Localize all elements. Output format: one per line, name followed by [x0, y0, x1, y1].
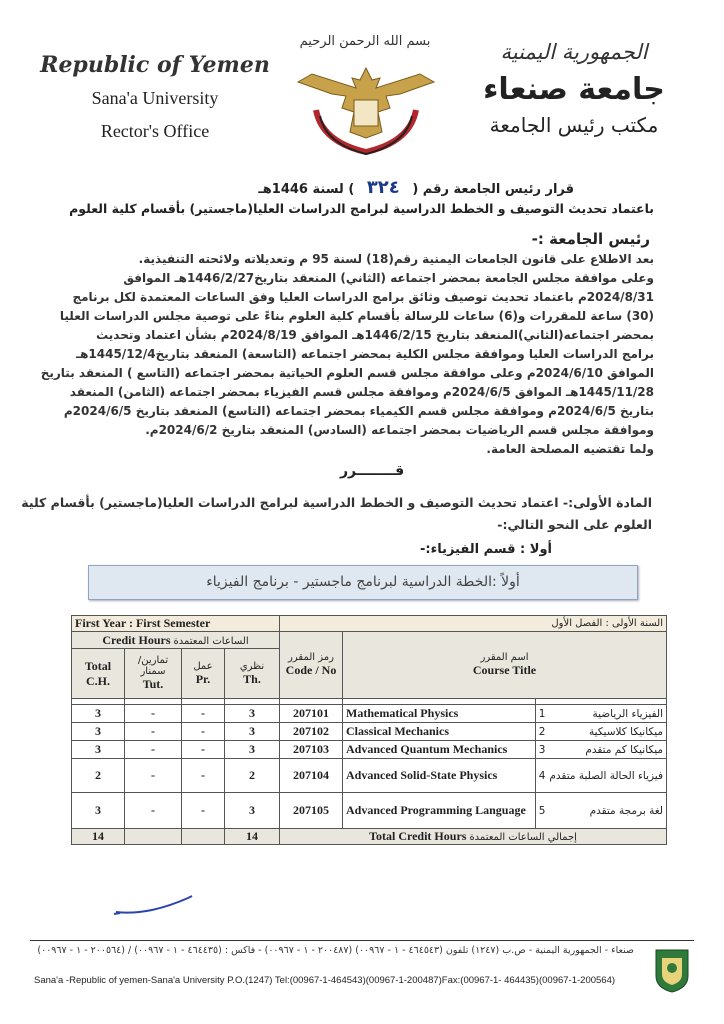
- row-index: 2: [538, 725, 546, 738]
- row-title: Advanced Programming Language: [343, 793, 536, 829]
- decision-heading: قــــــــرر: [340, 463, 405, 479]
- row-index: 5: [538, 804, 546, 817]
- president-heading: رئيس الجامعة :-: [531, 230, 650, 248]
- footer-address-en: Sana'a -Republic of yemen-Sana'a University P.O.(1247) Tel:(00967-1-464543)(00967-1-200487)Fax:(00967-1- 464435)(00967-1-200564): [34, 975, 616, 986]
- physics-dept-heading: أولا : قسم الفيزياء:-: [419, 542, 552, 557]
- row-title-ar-text: الفيزياء الرياضية: [592, 707, 663, 720]
- row-pr: -: [182, 759, 225, 793]
- row-index: 4: [538, 769, 546, 782]
- row-code: 207101: [280, 705, 343, 723]
- tut-header-ar: تمارين/ سمنار: [137, 655, 169, 677]
- body-line: 2024/8/31م باعتماد تحديث توصيف وثائق برامج الدراسات العليا وفق الساعات المعتمدة لكل برنامج: [72, 290, 654, 304]
- row-title-ar-text: فيزياء الحالة الصلبة متقدم: [549, 769, 663, 782]
- total-row: [72, 829, 667, 845]
- total-value: 14: [72, 829, 125, 845]
- row-pr: -: [182, 705, 225, 723]
- total-label: [280, 829, 667, 845]
- credit-hours-header: [72, 632, 280, 649]
- semester-ar: السنة الأولى : الفصل الأول: [280, 616, 667, 632]
- row-tut: -: [125, 759, 182, 793]
- row-title-ar: [535, 723, 666, 741]
- tut-header-en: Tut.: [142, 677, 164, 691]
- body-line: الموافق 2024/6/10م وعلى موافقة مجلس قسم العلوم الحياتية بمحضر اجتماعه (التاسع ) المنعقد بتاريخ: [40, 366, 654, 380]
- article-one: [12, 492, 652, 536]
- ar-office: مكتب رئيس الجامعة: [489, 113, 659, 137]
- row-tut: -: [125, 793, 182, 829]
- body-line: ولما تقتضيه المصلحة العامة.: [486, 442, 654, 456]
- row-th: 3: [225, 723, 280, 741]
- code-header-en: Code / No: [285, 663, 337, 677]
- credit-hours-ar: الساعات المعتمدة: [173, 635, 249, 647]
- decree-body: [14, 250, 654, 459]
- row-pr: -: [182, 741, 225, 759]
- basmala: بسم الله الرحمن الرحيم: [299, 34, 431, 49]
- table-row: [72, 741, 667, 759]
- total-th: 14: [225, 829, 280, 845]
- row-total: 3: [72, 705, 125, 723]
- plan-banner: أولاً :الخطة الدراسية لبرنامج ماجستير - برنامج الفيزياء: [88, 565, 638, 600]
- tut-header: [125, 649, 182, 699]
- pr-header-en: Pr.: [195, 671, 211, 686]
- body-line: وعلى موافقة مجلس الجامعة بمحضر اجتماعه (الثاني) المنعقد بتاريخ1446/2/27هـ الموافق: [123, 271, 654, 285]
- en-university: Sana'a University: [91, 88, 219, 108]
- credit-hours-en: Credit Hours: [102, 632, 171, 647]
- row-title-ar-text: ميكانيكا كلاسيكية: [588, 725, 663, 738]
- title-header-en: Course Title: [472, 663, 537, 677]
- th-header-en: Th.: [243, 671, 261, 686]
- row-code: 207103: [280, 741, 343, 759]
- row-th: 3: [225, 793, 280, 829]
- article-text: اعتماد تحديث التوصيف و الخطط الدراسية لبرامج الدراسات العليا(ماجستير) بأقسام كلية العلوم على النحو التالي:-: [21, 495, 652, 532]
- header-row-1: [72, 632, 667, 649]
- row-title-ar-text: ميكانيكا كم متقدم: [585, 743, 663, 756]
- decree-number: ٣٢٤: [366, 177, 400, 198]
- body-line: وموافقة مجلس قسم الرياضيات بمحضر اجتماعه (السادس) المنعقد بتاريخ 2024/6/2م.: [145, 423, 654, 437]
- decree-title-suffix: ) لسنة 1446هـ: [258, 182, 355, 197]
- row-title-ar: [535, 793, 666, 829]
- semester-en: First Year : First Semester: [72, 616, 280, 632]
- row-th: 2: [225, 759, 280, 793]
- row-title-ar-text: لغة برمجة متقدم: [589, 804, 663, 817]
- code-header-ar: رمز المقرر: [288, 652, 334, 663]
- row-total: 3: [72, 741, 125, 759]
- ar-country: الجمهورية اليمنية: [500, 40, 648, 64]
- article-label: المادة الأولى:-: [562, 495, 652, 510]
- yemen-eagle-emblem-icon: [292, 60, 440, 156]
- row-pr: -: [182, 723, 225, 741]
- footer-divider: [30, 940, 694, 941]
- row-title-ar: [535, 759, 666, 793]
- row-title: Advanced Solid-State Physics: [343, 759, 536, 793]
- row-code: 207105: [280, 793, 343, 829]
- total-label-ar: إجمالي الساعات المعتمدة: [469, 832, 577, 843]
- letterhead-en: [40, 52, 270, 142]
- pr-header: [182, 649, 225, 699]
- semester-row: [72, 616, 667, 632]
- row-title-ar: [535, 705, 666, 723]
- row-index: 1: [538, 707, 546, 720]
- ar-university: جامعة صنعاء: [483, 72, 665, 107]
- table-row: [72, 705, 667, 723]
- decree-title: [258, 177, 574, 198]
- row-total: 3: [72, 793, 125, 829]
- body-line: بعد الاطلاع على قانون الجامعات اليمنية رقم(18) لسنة 95 م وتعديلاته ولائحته التنفيذية.: [138, 252, 654, 266]
- row-title: Classical Mechanics: [343, 723, 536, 741]
- body-line: بمحضر اجتماعه(الثاني)المنعقد بتاريخ 1446/2/15هـ الموافق 2024/8/19م بشأن اعتماد وتحديث: [96, 328, 654, 342]
- letterhead-ar: [454, 40, 694, 137]
- code-header: [280, 632, 343, 699]
- table-row: [72, 793, 667, 829]
- body-line: برامج الدراسات العليا وموافقة مجلس الكلية بمحضر اجتماعه (التاسعة) المنعقد بتاريخ1445/12/4هـ: [75, 347, 654, 361]
- total-ch-header: Total C.H.: [72, 649, 125, 699]
- pr-header-ar: عمل: [193, 660, 213, 672]
- en-country: Republic of Yemen: [40, 52, 270, 78]
- decree-title-prefix: قرار رئيس الجامعة رقم (: [412, 182, 574, 197]
- body-line: بتاريخ 2024/6/5م وموافقة مجلس قسم الكيمياء بمحضر اجتماعه (التاسع) المنعقد بتاريخ 2024/6/5م: [63, 404, 654, 418]
- row-title: Mathematical Physics: [343, 705, 536, 723]
- body-line: 1445/11/28هـ الموافق 2024/6/5م وموافقة مجلس قسم الفيزياء بمحضر اجتماعه (الثامن) المنعقد: [69, 385, 654, 399]
- title-header: [343, 632, 667, 699]
- table-row: [72, 759, 667, 793]
- row-total: 3: [72, 723, 125, 741]
- row-title: Advanced Quantum Mechanics: [343, 741, 536, 759]
- row-tut: -: [125, 741, 182, 759]
- body-line: (30) ساعة للمقررات و(6) ساعات للرسالة بأقسام كلية العلوم بناءً على توصية مجلس الدراسات العليا: [59, 309, 654, 323]
- row-pr: -: [182, 793, 225, 829]
- row-total: 2: [72, 759, 125, 793]
- th-header: [225, 649, 280, 699]
- row-code: 207102: [280, 723, 343, 741]
- row-title-ar: [535, 741, 666, 759]
- row-index: 3: [538, 743, 546, 756]
- row-th: 3: [225, 705, 280, 723]
- row-tut: -: [125, 705, 182, 723]
- total-label-en: Total Credit Hours: [369, 829, 467, 843]
- signature-icon: [112, 892, 202, 922]
- row-code: 207104: [280, 759, 343, 793]
- title-header-ar: اسم المقرر: [480, 652, 529, 663]
- table-row: [72, 723, 667, 741]
- decree-subject: باعتماد تحديث التوصيف و الخطط الدراسية لبرامج الدراسات العليا(ماجستير) بأقسام كلية العلوم: [69, 201, 654, 216]
- row-tut: -: [125, 723, 182, 741]
- study-plan-table: [71, 615, 667, 845]
- th-header-ar: نظري: [239, 660, 265, 672]
- row-th: 3: [225, 741, 280, 759]
- footer-address-ar: صنعاء - الجمهورية اليمنية - ص.ب (١٢٤٧) تلفون (٤٦٤٥٤٣ - ١ - ٠٠٩٦٧) (٢٠٠٤٨٧ - ١ - ٠٠٩٦٧) - فاكس : (٤٦٤٤٣٥ - ١ - ٠٠٩٦٧) / (٢٠٠٥٦٤ - ١ - ٠٠٩٦٧): [37, 945, 634, 956]
- university-logo-icon: [652, 946, 692, 994]
- en-office: Rector's Office: [100, 121, 210, 141]
